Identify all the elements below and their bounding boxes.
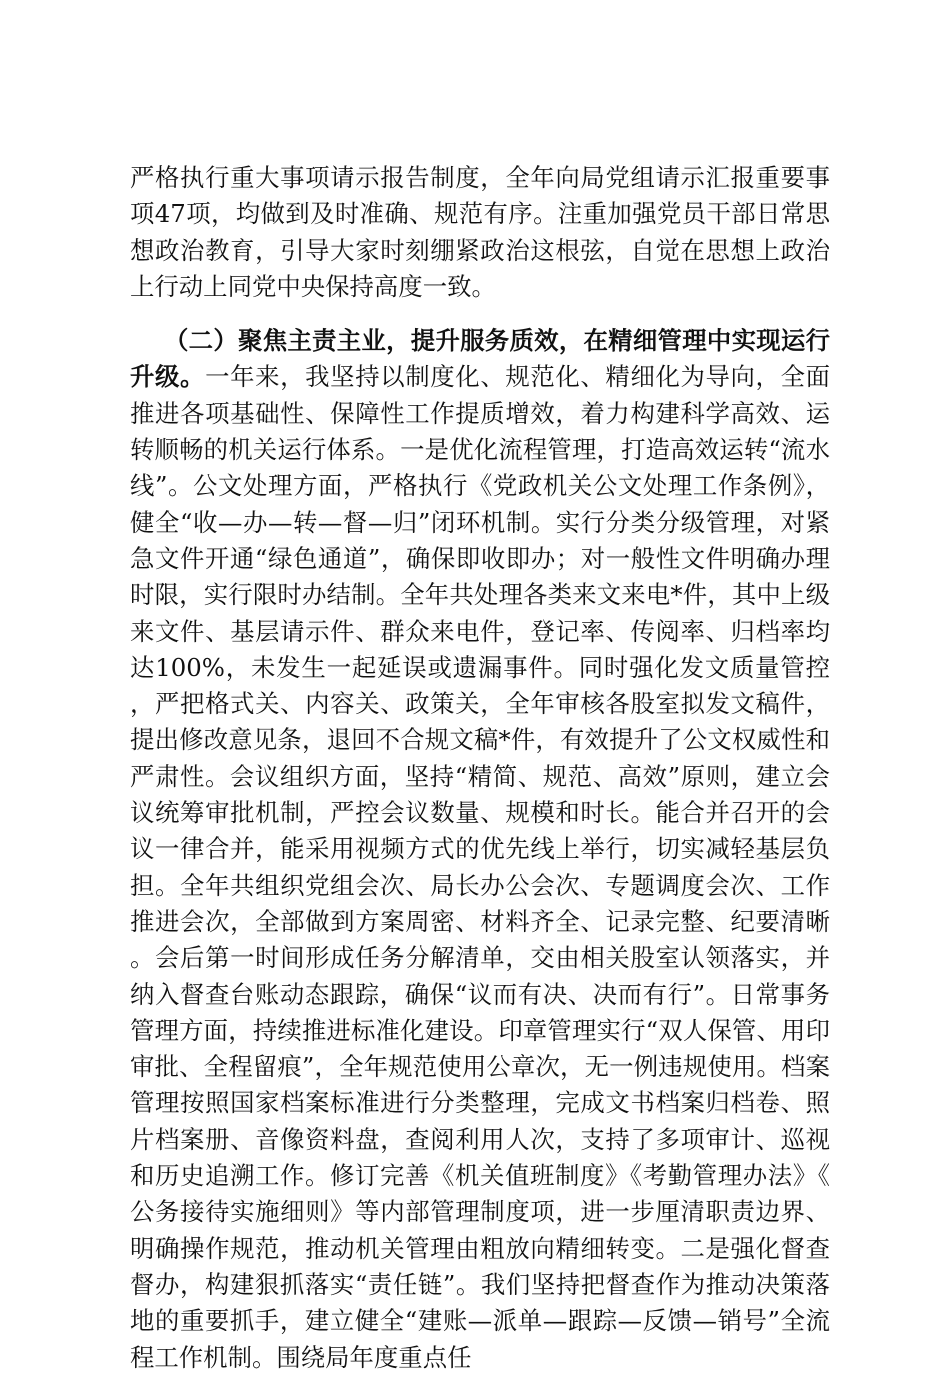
paragraph-2-text: 一年来，我坚持以制度化、规范化、精细化为导向，全面推进各项基础性、保障性工作提质增效，着力构建科学高效、运转顺畅的机关运行体系。一是优化流程管理，打造高效运转“流水线”。公文处理方面，严格执行《党政机关公文处理工作条例》，健全“收—办—转—督—归”闭环机制。实行分类分级管理，对紧急文件开通“绿色通道”，确保即收即办；对一般性文件明确办理时限，实行限时办结制。全年共处理各类来文来电*件，其中上级来文件、基层请示件、群众来电件，登记率、传阅率、归档率均达100%，未发生一起延误或遗漏事件。同时强化发文质量管控，严把格式关、内容关、政策关，全年审核各股室拟发文稿件，提出修改意见条，退回不合规文稿*件，有效提升了公文权威性和严肃性。会议组织方面，坚持“精简、规范、高效”原则，建立会议统筹审批机制，严控会议数量、规模和时长。能合并召开的会议一律合并，能采用视频方式的优先线上举行，切实减轻基层负担。全年共组织党组会次、局长办公会次、专题调度会次、工作推进会次，全部做到方案周密、材料齐全、记录完整、纪要清晰。会后第一时间形成任务分解清单，交由相关股室认领落实，并纳入督查台账动态跟踪，确保“议而有决、决而有行”。日常事务管理方面，持续推进标准化建设。印章管理实行“双人保管、用印审批、全程留痕”，全年规范使用公章次，无一例违规使用。档案管理按照国家档案标准进行分类整理，完成文书档案归档卷、照片档案册、音像资料盘，查阅利用人次，支持了多项审计、巡视和历史追溯工作。修订完善《机关值班制度》《考勤管理办法》《公务接待实施细则》等内部管理制度项，进一步厘清职责边界、明确操作规范，推动机关管理由粗放向精细转变。二是强化督查督办，构建狠抓落实“责任链”。我们坚持把督查作为推动决策落地的重要抓手，建立健全“建账—派单—跟踪—反馈—销号”全流程工作机制。围绕局年度重点任 <box>130 362 830 1372</box>
document-body <box>130 160 830 1376</box>
paragraph-2 <box>130 323 830 1376</box>
paragraph-1-text: 严格执行重大事项请示报告制度，全年向局党组请示汇报重要事项47项，均做到及时准确、规范有序。注重加强党员干部日常思想政治教育，引导大家时刻绷紧政治这根弦，自觉在思想上政治上行动上同党中央保持高度一致。 <box>130 163 830 301</box>
paragraph-1 <box>130 160 830 305</box>
section-heading: （二）聚焦主责主业，提升服务质效，在精细管理中实现运行升级。 <box>130 326 830 392</box>
